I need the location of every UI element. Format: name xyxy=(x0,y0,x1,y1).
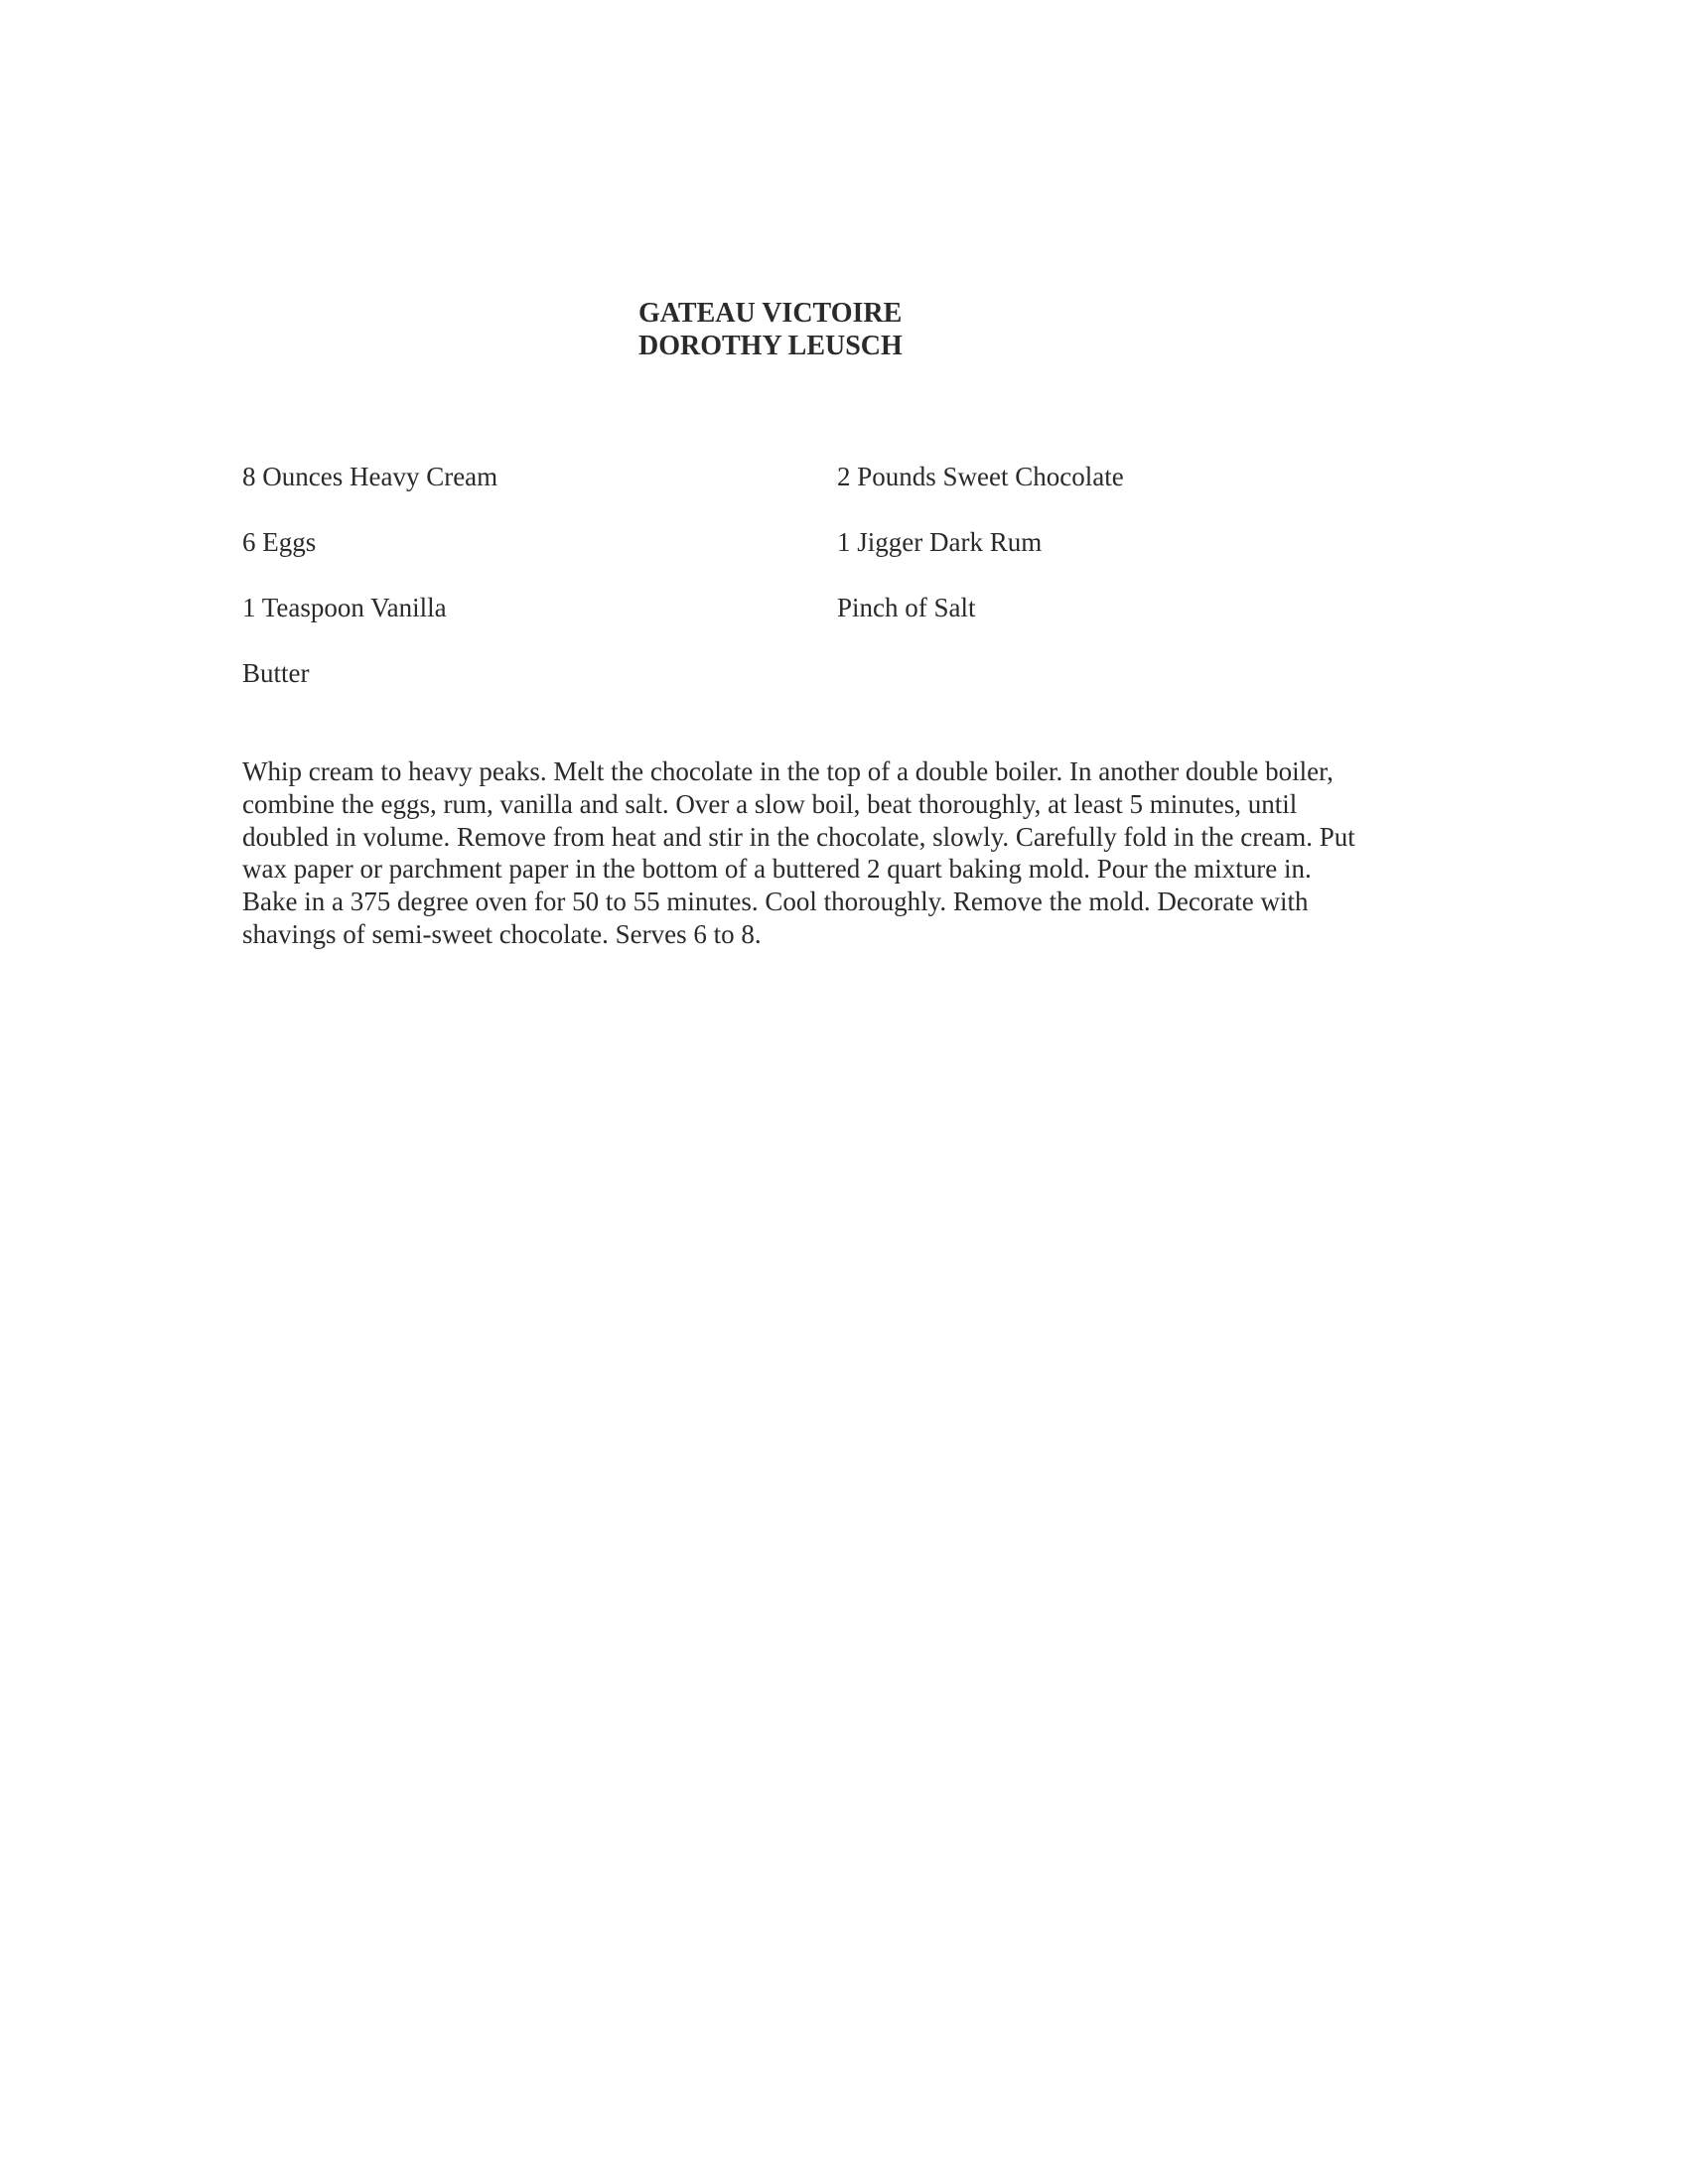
ingredient-item: 1 Jigger Dark Rum xyxy=(837,527,1043,557)
recipe-title: GATEAU VICTOIRE xyxy=(638,298,903,329)
ingredient-item: 6 Eggs xyxy=(242,527,317,557)
ingredient-item: 2 Pounds Sweet Chocolate xyxy=(837,462,1124,491)
instruction-line: wax paper or parchment paper in the bottom of a buttered 2 quart baking mold. Pour the mixture in. xyxy=(242,854,1312,885)
instruction-line: doubled in volume. Remove from heat and stir in the chocolate, slowly. Carefully fold in the cream. Put xyxy=(242,821,1355,852)
instruction-line: Whip cream to heavy peaks. Melt the chocolate in the top of a double boiler. In another double boiler, xyxy=(242,756,1334,786)
ingredient-item: 8 Ounces Heavy Cream xyxy=(242,462,498,491)
recipe-author: DOROTHY LEUSCH xyxy=(638,331,903,361)
instruction-line: shavings of semi-sweet chocolate. Serves 6 to 8. xyxy=(242,918,762,949)
ingredient-item: 1 Teaspoon Vanilla xyxy=(242,593,447,622)
ingredient-item: Butter xyxy=(242,658,310,688)
instruction-line: Bake in a 375 degree oven for 50 to 55 minutes. Cool thoroughly. Remove the mold. Decorate with xyxy=(242,887,1309,917)
recipe-header xyxy=(638,297,903,362)
ingredient-item: Pinch of Salt xyxy=(837,593,976,622)
recipe-instructions xyxy=(242,755,1454,951)
instruction-line: combine the eggs, rum, vanilla and salt. Over a slow boil, beat thoroughly, at least 5 minutes, until xyxy=(242,788,1298,819)
